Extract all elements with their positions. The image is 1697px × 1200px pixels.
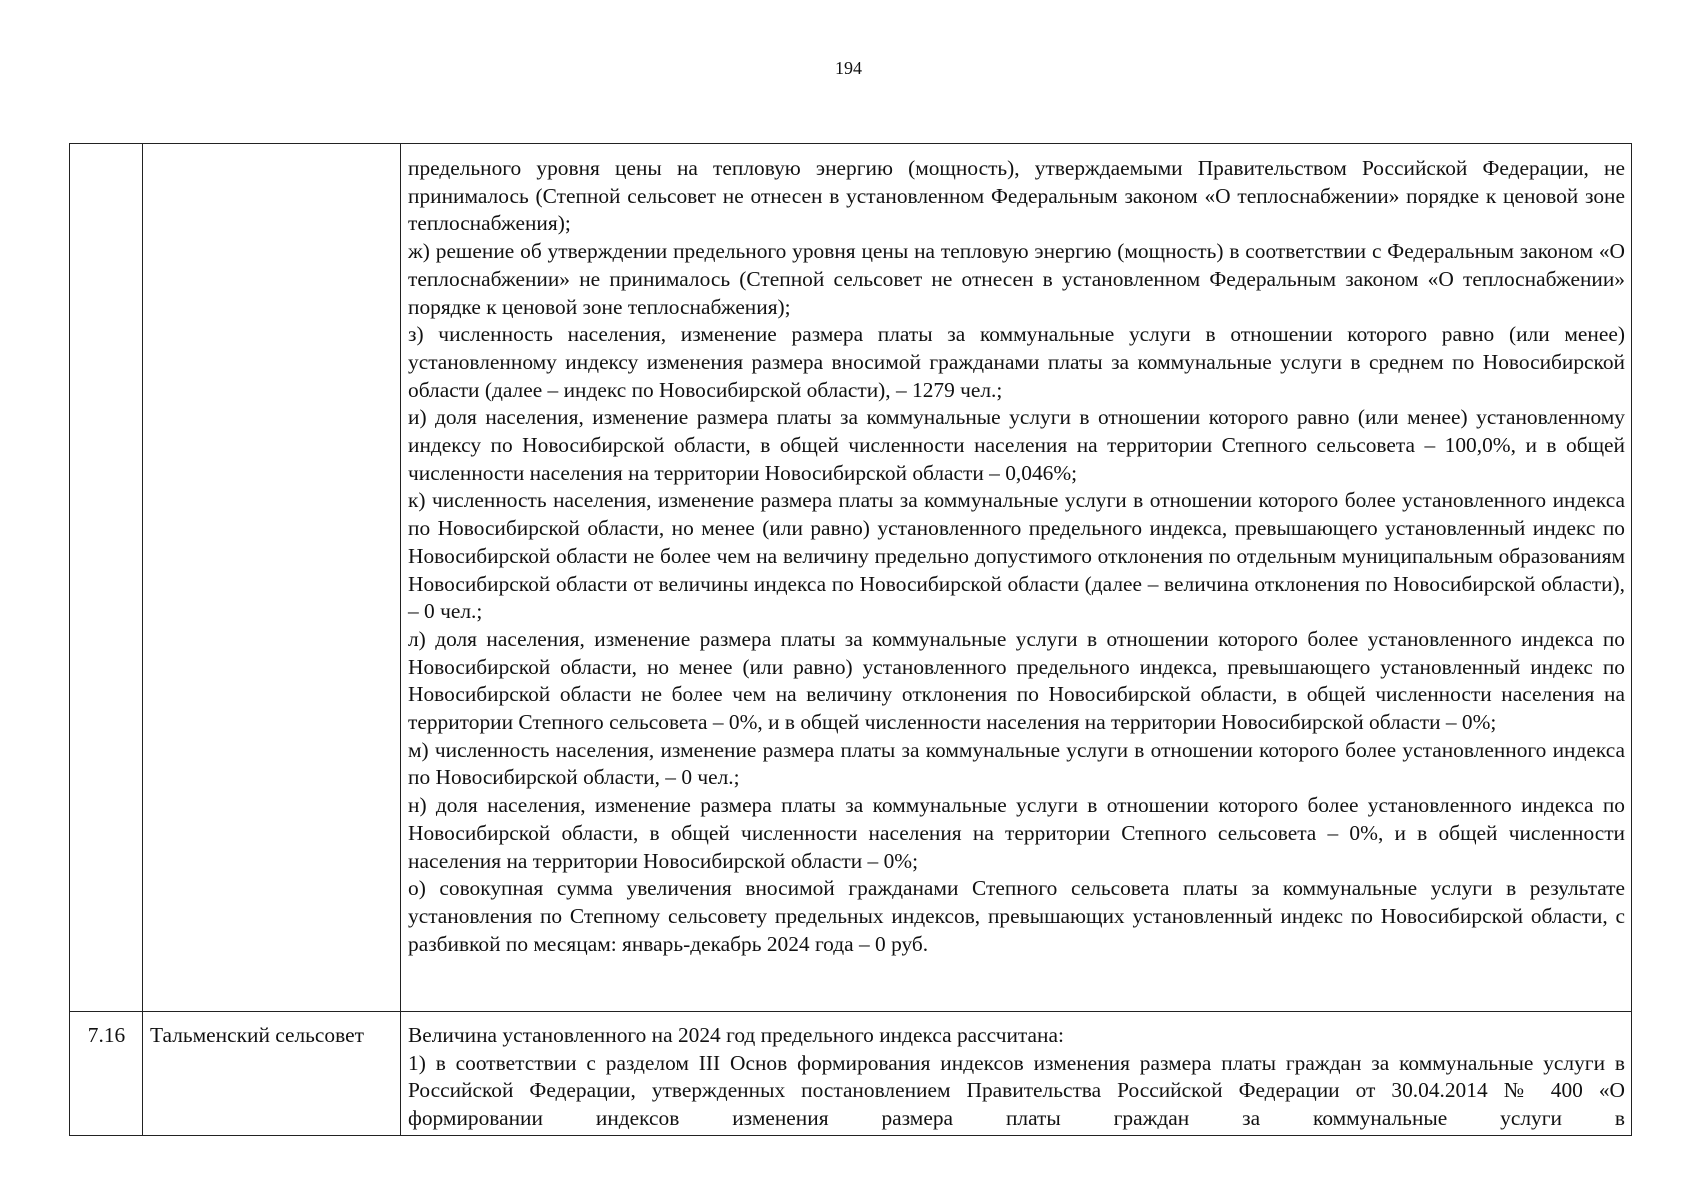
paragraph-z: з) численность населения, изменение размера платы за коммунальные услуги в отношении которого равно (или менее) установленному индексу изменения размера вносимой гражданами платы за коммунальные услуги в среднем по Новосибирской области (далее – индекс по Новосибирской области), – 1279 чел.; (408, 322, 1625, 402)
paragraph-n: н) доля населения, изменение размера платы за коммунальные услуги в отношении которого более установленного индекса по Новосибирской области, в общей численности населения на территории Степного сельсовета – 0%, и в общей численности населения на территории Новосибирской области – 0%; (408, 793, 1625, 873)
description-cell (401, 1012, 1632, 1136)
paragraph-l: л) доля населения, изменение размера платы за коммунальные услуги в отношении которого более установленного индекса по Новосибирской области, но менее (или равно) установленного предельного индекса, превышающего установленный индекс по Новосибирской области не более чем на величину отклонения по Новосибирской области, в общей численности населения на территории Степного сельсовета – 0%, и в общей численности населения на территории Новосибирской области – 0%; (408, 626, 1625, 735)
row-number-cell (70, 144, 143, 1012)
table-row (70, 144, 1632, 1012)
paragraph-o: о) совокупная сумма увеличения вносимой гражданами Степного сельсовета платы за коммунальные услуги в результате установления по Степному сельсовету предельных индексов, превышающих установленный индекс по Новосибирской области, с разбивкой по месяцам: январь-декабрь 2024 года – 0 руб. (408, 876, 1625, 956)
municipality-name-cell: Тальменский сельсовет (143, 1012, 401, 1136)
paragraph-i: и) доля населения, изменение размера платы за коммунальные услуги в отношении которого равно (или менее) установленному индексу по Новосибирской области, в общей численности населения на территории Степного сельсовета – 100,0%, и в общей численности населения на территории Новосибирской области – 0,046%; (408, 405, 1625, 485)
tariff-index-table (69, 143, 1632, 1136)
table-row (70, 1012, 1632, 1136)
municipality-name-cell (143, 144, 401, 1012)
paragraph-zh: ж) решение об утверждении предельного уровня цены на тепловую энергию (мощность) в соответствии с Федеральным законом «О теплоснабжении» не принималось (Степной сельсовет не отнесен в установленном Федеральным законом «О теплоснабжении» порядке к ценовой зоне теплоснабжения); (408, 239, 1625, 319)
paragraph-m: м) численность населения, изменение размера платы за коммунальные услуги в отношении которого более установленного индекса по Новосибирской области, – 0 чел.; (408, 737, 1625, 790)
paragraph: предельного уровня цены на тепловую энергию (мощность), утверждаемыми Правительством Российской Федерации, не принималось (Степной сельсовет не отнесен в установленном Федеральным законом «О теплоснабжении» порядке к ценовой зоне теплоснабжения); (408, 156, 1625, 236)
row-number-cell: 7.16 (70, 1012, 143, 1136)
paragraph-intro: Величина установленного на 2024 год предельного индекса рассчитана: (408, 1023, 1064, 1047)
page-number: 194 (835, 58, 862, 78)
paragraph-1: 1) в соответствии с разделом III Основ формирования индексов изменения размера платы граждан за коммунальные услуги в Российской Федерации, утвержденных постановлением Правительства Российской Федерации от 30.04.2014 № 400 «О формировании индексов изменения размера платы граждан за коммунальные услуги в (408, 1050, 1625, 1131)
paragraph-k: к) численность населения, изменение размера платы за коммунальные услуги в отношении которого более установленного индекса по Новосибирской области, но менее (или равно) установленного предельного индекса, превышающего установленный индекс по Новосибирской области не более чем на величину предельно допустимого отклонения по отдельным муниципальным образованиям Новосибирской области от величины индекса по Новосибирской области (далее – величина отклонения по Новосибирской области), – 0 чел.; (408, 488, 1625, 624)
description-cell (401, 144, 1632, 1012)
